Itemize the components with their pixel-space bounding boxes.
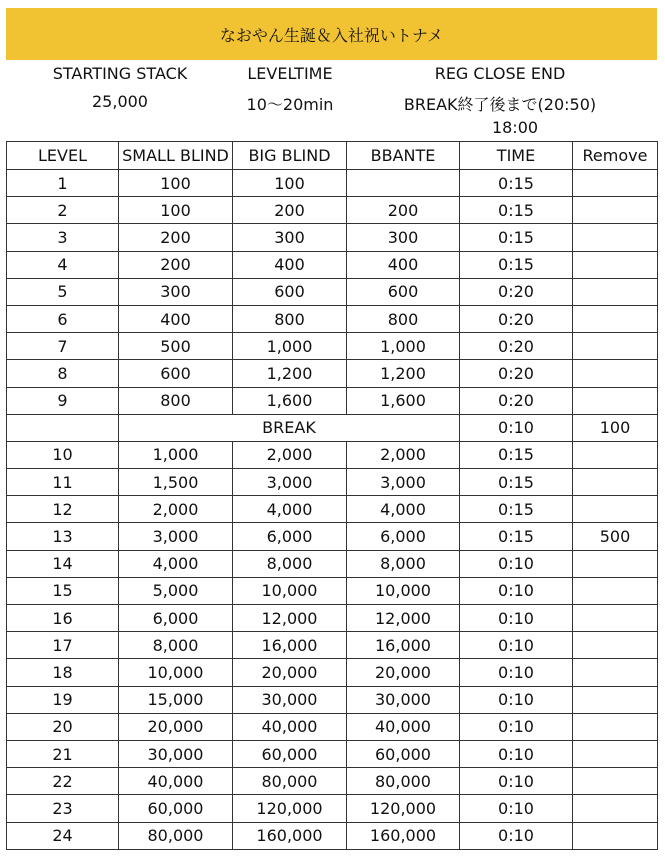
header-big-blind: BIG BLIND: [233, 142, 347, 170]
time-cell: 0:20: [460, 333, 573, 360]
level-cell: 14: [7, 550, 119, 577]
time-cell: 0:20: [460, 387, 573, 414]
reg-close-value: BREAK終了後まで(20:50): [403, 95, 597, 114]
table-row: [7, 523, 658, 550]
small-blind-cell: 100: [119, 170, 233, 197]
level-cell: 21: [7, 740, 119, 767]
bbante-cell: 2,000: [347, 441, 460, 468]
table-row: [7, 360, 658, 387]
bbante-cell: 3,000: [347, 469, 460, 496]
header-level: LEVEL: [7, 142, 119, 170]
small-blind-cell: 500: [119, 333, 233, 360]
level-cell: 20: [7, 713, 119, 740]
level-cell: 6: [7, 305, 119, 332]
page-title: なおやん生誕＆入社祝いトナメ: [219, 25, 444, 45]
small-blind-cell: 80,000: [119, 822, 233, 849]
bbante-cell: 20,000: [347, 659, 460, 686]
bbante-cell: 400: [347, 251, 460, 278]
time-cell: 0:10: [460, 550, 573, 577]
header-bbante: BBANTE: [347, 142, 460, 170]
time-cell: 0:10: [460, 686, 573, 713]
level-cell: 10: [7, 441, 119, 468]
time-cell: 0:10: [460, 414, 573, 441]
remove-cell: 500: [573, 523, 658, 550]
bbante-cell: 1,000: [347, 333, 460, 360]
table-row: [7, 197, 658, 224]
remove-cell: [573, 224, 658, 251]
level-cell: 9: [7, 387, 119, 414]
small-blind-cell: 1,500: [119, 469, 233, 496]
big-blind-cell: 100: [233, 170, 347, 197]
big-blind-cell: 2,000: [233, 441, 347, 468]
level-cell: 5: [7, 278, 119, 305]
small-blind-cell: 60,000: [119, 795, 233, 822]
bbante-cell: 80,000: [347, 768, 460, 795]
big-blind-cell: 1,200: [233, 360, 347, 387]
small-blind-cell: 15,000: [119, 686, 233, 713]
table-row: [7, 496, 658, 523]
level-cell: 4: [7, 251, 119, 278]
bbante-cell: 800: [347, 305, 460, 332]
remove-cell: [573, 632, 658, 659]
remove-cell: [573, 333, 658, 360]
level-cell: 3: [7, 224, 119, 251]
table-row: [7, 605, 658, 632]
big-blind-cell: 10,000: [233, 577, 347, 604]
level-cell: 19: [7, 686, 119, 713]
table-row: [7, 170, 658, 197]
time-cell: 0:10: [460, 795, 573, 822]
table-row: [7, 795, 658, 822]
level-cell: 16: [7, 605, 119, 632]
small-blind-cell: 300: [119, 278, 233, 305]
small-blind-cell: 1,000: [119, 441, 233, 468]
big-blind-cell: 200: [233, 197, 347, 224]
break-label: BREAK: [119, 414, 460, 441]
time-cell: 0:15: [460, 496, 573, 523]
bbante-cell: 4,000: [347, 496, 460, 523]
level-time-label: LEVELTIME: [247, 64, 333, 83]
small-blind-cell: 2,000: [119, 496, 233, 523]
remove-cell: [573, 170, 658, 197]
bbante-cell: 40,000: [347, 713, 460, 740]
bbante-cell: 160,000: [347, 822, 460, 849]
big-blind-cell: 6,000: [233, 523, 347, 550]
big-blind-cell: 120,000: [233, 795, 347, 822]
remove-cell: [573, 251, 658, 278]
big-blind-cell: 80,000: [233, 768, 347, 795]
small-blind-cell: 5,000: [119, 577, 233, 604]
bbante-cell: 30,000: [347, 686, 460, 713]
time-cell: 0:10: [460, 605, 573, 632]
small-blind-cell: 20,000: [119, 713, 233, 740]
time-cell: 0:10: [460, 768, 573, 795]
level-cell: 17: [7, 632, 119, 659]
remove-cell: [573, 768, 658, 795]
small-blind-cell: 200: [119, 224, 233, 251]
table-row: [7, 686, 658, 713]
table-row: [7, 441, 658, 468]
table-row: [7, 469, 658, 496]
starting-stack-label: STARTING STACK: [52, 64, 188, 83]
level-cell: 12: [7, 496, 119, 523]
big-blind-cell: 160,000: [233, 822, 347, 849]
level-cell: 18: [7, 659, 119, 686]
bbante-cell: 1,600: [347, 387, 460, 414]
time-cell: 0:10: [460, 740, 573, 767]
remove-cell: [573, 469, 658, 496]
bbante-cell: 16,000: [347, 632, 460, 659]
table-row: [7, 278, 658, 305]
table-row: [7, 305, 658, 332]
bbante-cell: 8,000: [347, 550, 460, 577]
time-cell: 0:10: [460, 713, 573, 740]
table-row: [7, 251, 658, 278]
bbante-cell: 10,000: [347, 577, 460, 604]
level-cell: 1: [7, 170, 119, 197]
big-blind-cell: 300: [233, 224, 347, 251]
remove-cell: 100: [573, 414, 658, 441]
bbante-cell: 600: [347, 278, 460, 305]
start-time: 18:00: [491, 118, 539, 137]
remove-cell: [573, 550, 658, 577]
time-cell: 0:20: [460, 360, 573, 387]
big-blind-cell: 8,000: [233, 550, 347, 577]
table-row: [7, 632, 658, 659]
starting-stack-value: 25,000: [92, 92, 148, 111]
bbante-cell: [347, 170, 460, 197]
time-cell: 0:20: [460, 305, 573, 332]
table-row: [7, 740, 658, 767]
bbante-cell: 1,200: [347, 360, 460, 387]
big-blind-cell: 1,600: [233, 387, 347, 414]
level-cell: 7: [7, 333, 119, 360]
remove-cell: [573, 278, 658, 305]
reg-close-label: REG CLOSE END: [434, 64, 566, 83]
blind-structure-table: [6, 141, 658, 850]
small-blind-cell: 10,000: [119, 659, 233, 686]
time-cell: 0:10: [460, 577, 573, 604]
header-time: TIME: [460, 142, 573, 170]
level-time-value: 10〜20min: [246, 95, 334, 114]
bbante-cell: 120,000: [347, 795, 460, 822]
time-cell: 0:10: [460, 822, 573, 849]
remove-cell: [573, 387, 658, 414]
table-row: [7, 659, 658, 686]
header-small-blind: SMALL BLIND: [119, 142, 233, 170]
big-blind-cell: 20,000: [233, 659, 347, 686]
level-cell: [7, 414, 119, 441]
table-header-row: [7, 142, 658, 170]
big-blind-cell: 40,000: [233, 713, 347, 740]
time-cell: 0:15: [460, 441, 573, 468]
remove-cell: [573, 577, 658, 604]
remove-cell: [573, 197, 658, 224]
table-row: [7, 822, 658, 849]
time-cell: 0:15: [460, 523, 573, 550]
remove-cell: [573, 305, 658, 332]
small-blind-cell: 600: [119, 360, 233, 387]
remove-cell: [573, 360, 658, 387]
big-blind-cell: 12,000: [233, 605, 347, 632]
break-row: [7, 414, 658, 441]
small-blind-cell: 6,000: [119, 605, 233, 632]
level-cell: 11: [7, 469, 119, 496]
big-blind-cell: 1,000: [233, 333, 347, 360]
small-blind-cell: 200: [119, 251, 233, 278]
table-row: [7, 768, 658, 795]
table-row: [7, 713, 658, 740]
level-cell: 22: [7, 768, 119, 795]
level-cell: 2: [7, 197, 119, 224]
remove-cell: [573, 441, 658, 468]
title-bar: [6, 8, 657, 60]
big-blind-cell: 30,000: [233, 686, 347, 713]
level-cell: 13: [7, 523, 119, 550]
time-cell: 0:15: [460, 197, 573, 224]
time-cell: 0:20: [460, 278, 573, 305]
big-blind-cell: 800: [233, 305, 347, 332]
small-blind-cell: 8,000: [119, 632, 233, 659]
small-blind-cell: 400: [119, 305, 233, 332]
remove-cell: [573, 822, 658, 849]
small-blind-cell: 100: [119, 197, 233, 224]
time-cell: 0:10: [460, 659, 573, 686]
bbante-cell: 300: [347, 224, 460, 251]
small-blind-cell: 40,000: [119, 768, 233, 795]
small-blind-cell: 800: [119, 387, 233, 414]
big-blind-cell: 400: [233, 251, 347, 278]
bbante-cell: 60,000: [347, 740, 460, 767]
bbante-cell: 6,000: [347, 523, 460, 550]
table-row: [7, 333, 658, 360]
time-cell: 0:15: [460, 469, 573, 496]
level-cell: 8: [7, 360, 119, 387]
small-blind-cell: 4,000: [119, 550, 233, 577]
big-blind-cell: 4,000: [233, 496, 347, 523]
table-row: [7, 387, 658, 414]
level-cell: 23: [7, 795, 119, 822]
time-cell: 0:15: [460, 251, 573, 278]
remove-cell: [573, 605, 658, 632]
bbante-cell: 200: [347, 197, 460, 224]
remove-cell: [573, 686, 658, 713]
table-row: [7, 550, 658, 577]
remove-cell: [573, 659, 658, 686]
time-cell: 0:15: [460, 224, 573, 251]
table-row: [7, 577, 658, 604]
remove-cell: [573, 795, 658, 822]
level-cell: 15: [7, 577, 119, 604]
small-blind-cell: 3,000: [119, 523, 233, 550]
big-blind-cell: 16,000: [233, 632, 347, 659]
table-row: [7, 224, 658, 251]
header-remove: Remove: [573, 142, 658, 170]
remove-cell: [573, 713, 658, 740]
bbante-cell: 12,000: [347, 605, 460, 632]
big-blind-cell: 3,000: [233, 469, 347, 496]
big-blind-cell: 60,000: [233, 740, 347, 767]
level-cell: 24: [7, 822, 119, 849]
time-cell: 0:10: [460, 632, 573, 659]
small-blind-cell: 30,000: [119, 740, 233, 767]
remove-cell: [573, 496, 658, 523]
remove-cell: [573, 740, 658, 767]
big-blind-cell: 600: [233, 278, 347, 305]
time-cell: 0:15: [460, 170, 573, 197]
